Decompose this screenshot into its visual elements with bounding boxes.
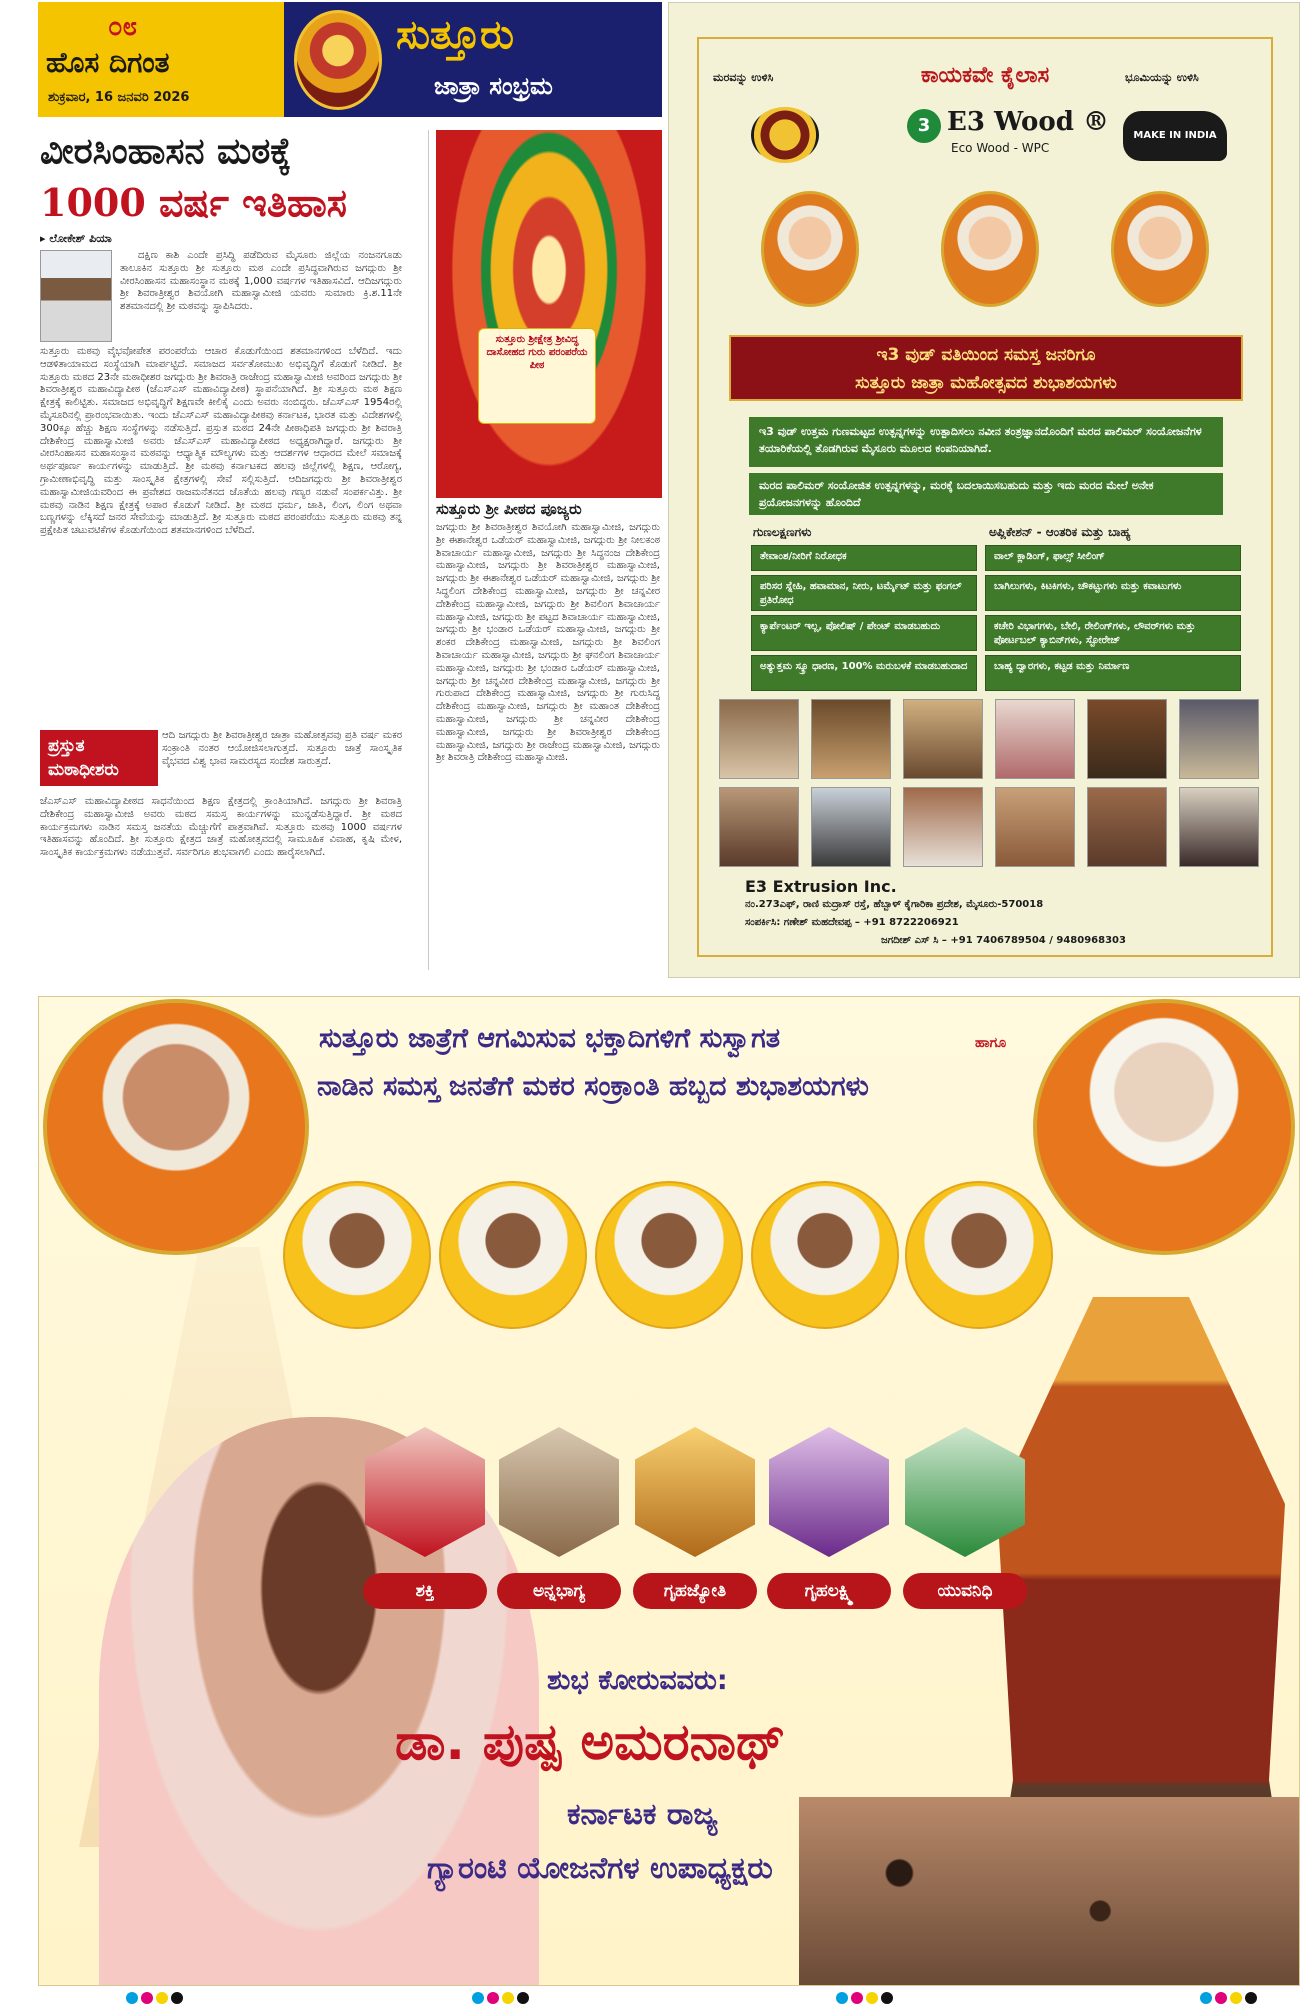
registration-mark <box>1200 1992 1260 2004</box>
column-divider <box>428 130 429 970</box>
scheme-label: ಗೃಹಜ್ಯೋತಿ <box>633 1573 757 1609</box>
product-photo <box>903 699 983 779</box>
product-photo <box>995 699 1075 779</box>
issue-date: ಶುಕ್ರವಾರ, 16 ಜನವರಿ 2026 <box>48 90 190 105</box>
deity-photo <box>436 130 662 498</box>
wishes-from-label: ಶುಭ ಕೋರುವವರು: <box>547 1665 728 1696</box>
festival-subtitle: ಜಾತ್ರಾ ಸಂಭ್ರಮ <box>434 72 553 100</box>
seer-portrait-2 <box>941 191 1039 307</box>
feature-item: ತೇವಾಂಶ/ನೀರಿಗೆ ನಿರೋಧಕ <box>751 545 977 571</box>
greeting-banner <box>729 335 1243 401</box>
company-intro: ಇ3 ವುಡ್ ಉತ್ತಮ ಗುಣಮಟ್ಟದ ಉತ್ಪನ್ನಗಳನ್ನು ಉತ್ಪಾದಿಸಲು ನವೀನ ತಂತ್ರಜ್ಞಾನದೊಂದಿಗೆ ಮರದ ಪಾಲಿಮರ್ ಸಂಯೋಜನೆಗಳ ತಯಾರಿಕೆಯಲ್ಲಿ ತೊಡಗಿರುವ ಮೈಸೂರು ಮೂಲದ ಕಂಪನಿಯಾಗಿದೆ. <box>749 417 1223 467</box>
seer-portrait-3 <box>1111 191 1209 307</box>
company-contact-1: ಸಂಪರ್ಕಿಸಿ: ಗಣೇಶ್ ಮಹದೇವಪ್ಪ – +91 8722206921 <box>745 917 959 928</box>
welcome-conjunction: ಹಾಗೂ <box>975 1035 1007 1051</box>
sponsor-designation: ಗ್ಯಾರಂಟಿ ಯೋಜನೆಗಳ ಉಪಾಧ್ಯಕ್ಷರು <box>427 1851 773 1886</box>
application-item: ಬಾಗಿಲುಗಳು, ಕಿಟಕಿಗಳು, ಚೌಕಟ್ಟುಗಳು ಮತ್ತು ಕವಾಟುಗಳು <box>985 575 1241 611</box>
deity-emblem <box>294 10 382 110</box>
seer-portrait-1 <box>761 191 859 307</box>
product-photo-grid <box>719 699 1259 867</box>
save-trees-slogan: ಮರವನ್ನು ಉಳಿಸಿ <box>713 71 774 84</box>
masthead-left <box>38 2 284 117</box>
registration-mark <box>126 1992 186 2004</box>
leader-portrait-4 <box>751 1181 899 1329</box>
product-photo <box>995 787 1075 867</box>
product-photo <box>1087 787 1167 867</box>
application-item: ಕಚೇರಿ ವಿಭಾಗಗಳು, ಬೇಲಿ, ರೇಲಿಂಗ್‌ಗಳು, ಲೌವರ್‌ಗಳು ಮತ್ತು ಪೋರ್ಟಬಲ್ ಕ್ಯಾಬಿನ್‌ಗಳು, ಸ್ಟೋರೇಜ್ <box>985 615 1241 651</box>
e3-wood-advertisement <box>668 2 1300 978</box>
save-earth-slogan: ಭೂಮಿಯನ್ನು ಉಳಿಸಿ <box>1125 71 1199 84</box>
current-pontiff-text: ಆದಿ ಜಗದ್ಗುರು ಶ್ರೀ ಶಿವರಾತ್ರೀಶ್ವರ ಜಾತ್ರಾ ಮಹೋತ್ಸವವು ಪ್ರತಿ ವರ್ಷ ಮಕರ ಸಂಕ್ರಾಂತಿ ನಂತರ ಆಯೋಜಿಸಲಾಗುತ್ತದೆ. ಸುತ್ತೂರು ಜಾತ್ರೆ ಸಾಂಸ್ಕೃತಿಕ ವೈಭವದ ವಿಶ್ವ ಭಾವ ಸಾಮರಸ್ಯದ ಸಂದೇಶ ಸಾರುತ್ತದೆ. <box>162 730 402 767</box>
features-heading: ಗುಣಲಕ್ಷಣಗಳು <box>753 525 812 539</box>
woman-scheme-icon <box>769 1427 889 1557</box>
headline-line-1: ವೀರಸಿಂಹಾಸನ ಮಠಕ್ಕೆ <box>40 130 292 172</box>
festival-banner <box>284 2 662 117</box>
company-contact-2: ಜಗದೀಶ್ ಎಸ್ ಸಿ – +91 7406789504 / 9480968303 <box>881 935 1126 946</box>
newspaper-name: ಹೊಸ ದಿಗಂತ <box>46 46 170 79</box>
registration-mark <box>472 1992 532 2004</box>
e3-logo-icon: 3 <box>907 109 941 143</box>
feature-item: ಕ್ಯಾರ್ಪೆಂಟರ್ ಇಲ್ಲ, ಪೋಲಿಷ್ / ಪೇಂಟ್ ಮಾಡಬಹುದು <box>751 615 977 651</box>
masthead <box>38 2 662 117</box>
brand-tagline: Eco Wood - WPC <box>951 141 1050 155</box>
reporter-photo <box>40 250 112 342</box>
seer-portrait-left <box>43 999 309 1255</box>
headline-line-2: 1000 ವರ್ಷ ಇತಿಹಾಸ <box>40 180 347 225</box>
leader-portrait-5 <box>905 1181 1053 1329</box>
current-pontiff-label: ಪ್ರಸ್ತುತ ಮಠಾಧೀಶರು <box>40 730 158 786</box>
applications-heading: ಅಪ್ಲಿಕೇಶನ್ - ಆಂತರಿಕ ಮತ್ತು ಬಾಹ್ಯ <box>989 525 1131 539</box>
newspaper-article <box>38 2 662 978</box>
lineage-text: ಜಗದ್ಗುರು ಶ್ರೀ ಶಿವರಾತ್ರೀಶ್ವರ ಶಿವಯೋಗಿ ಮಹಾಸ್ವಾಮೀಜಿ, ಜಗದ್ಗುರು ಶ್ರೀ ಈಶಾನೇಶ್ವರ ಒಡೆಯರ್ ಮಹಾಸ್ವಾಮೀಜಿ, ಜಗದ್ಗುರು ಶ್ರೀ ನೀಲಕಂಠ ಶಿವಾಚಾರ್ಯ ಮಹಾಸ್ವಾಮೀಜಿ, ಜಗದ್ಗುರು ಶ್ರೀ ಸಿದ್ಧನಂಜ ದೇಶಿಕೇಂದ್ರ ಮಹಾಸ್ವಾಮೀಜಿ, ಜಗದ್ಗುರು ಶ್ರೀ ಶಿವರಾತ್ರೀಶ್ವರ ಮಹಾಸ್ವಾಮೀಜಿ, ಜಗದ್ಗುರು ಶ್ರೀ ಈಶಾನೇಶ್ವರ ಒಡೆಯರ್ ಮಹಾಸ್ವಾಮೀಜಿ, ಜಗದ್ಗುರು ಶ್ರೀ ಸಿದ್ಧಲಿಂಗ ದೇಶಿಕೇಂದ್ರ ಮಹಾಸ್ವಾಮೀಜಿ, ಜಗದ್ಗುರು ಶ್ರೀ ಚನ್ನವೀರ ದೇಶಿಕೇಂದ್ರ ಮಹಾಸ್ವಾಮೀಜಿ, ಜಗದ್ಗುರು ಶ್ರೀ ಶಿವಲಿಂಗ ಶಿವಾಚಾರ್ಯ ಮಹಾಸ್ವಾಮೀಜಿ, ಜಗದ್ಗುರು ಶ್ರೀ ಪಟ್ಟದ ಶಿವಾಚಾರ್ಯ ಮಹಾಸ್ವಾಮೀಜಿ, ಜಗದ್ಗುರು ಶ್ರೀ ಭಂಡಾರ ಒಡೆಯರ್ ಮಹಾಸ್ವಾಮೀಜಿ, ಜಗದ್ಗುರು ಶ್ರೀ ಶಂಕರ ದೇಶಿಕೇಂದ್ರ ಮಹಾಸ್ವಾಮೀಜಿ, ಜಗದ್ಗುರು ಶ್ರೀ ಶಿವಲಿಂಗ ಶಿವಾಚಾರ್ಯ ಮಹಾಸ್ವಾಮೀಜಿ, ಜಗದ್ಗುರು ಶ್ರೀ ಘನಲಿಂಗ ಶಿವಾಚಾರ್ಯ ಮಹಾಸ್ವಾಮೀಜಿ, ಜಗದ್ಗುರು ಶ್ರೀ ಭಂಡಾರ ಒಡೆಯರ್ ಮಹಾಸ್ವಾಮೀಜಿ, ಜಗದ್ಗುರು ಶ್ರೀ ಚನ್ನವೀರ ದೇಶಿಕೇಂದ್ರ ಮಹಾಸ್ವಾಮೀಜಿ, ಜಗದ್ಗುರು ಶ್ರೀ ಗುರುಪಾದ ದೇಶಿಕೇಂದ್ರ ಮಹಾಸ್ವಾಮೀಜಿ, ಜಗದ್ಗುರು ಶ್ರೀ ಗುರುಸಿದ್ಧ ದೇಶಿಕೇಂದ್ರ ಮಹಾಸ್ವಾಮೀಜಿ, ಜಗದ್ಗುರು ಶ್ರೀ ಮಹಾಂತ ದೇಶಿಕೇಂದ್ರ ಮಹಾಸ್ವಾಮೀಜಿ, ಜಗದ್ಗುರು ಶ್ರೀ ಚನ್ನವೀರ ದೇಶಿಕೇಂದ್ರ ಮಹಾಸ್ವಾಮೀಜಿ, ಜಗದ್ಗುರು ಶ್ರೀ ಶಿವರಾತ್ರೀಶ್ವರ ದೇಶಿಕೇಂದ್ರ ಮಹಾಸ್ವಾಮೀಜಿ, ಜಗದ್ಗುರು ಶ್ರೀ ರಾಜೇಂದ್ರ ಮಹಾಸ್ವಾಮೀಜಿ, ಜಗದ್ಗುರು ಶ್ರೀ ಶಿವರಾತ್ರಿ ದೇಶಿಕೇಂದ್ರ ಮಹಾಸ್ವಾಮೀಜಿ. <box>436 522 660 764</box>
greeting-line-2: ಸುತ್ತೂರು ಜಾತ್ರಾ ಮಹೋತ್ಸವದ ಶುಭಾಶಯಗಳು <box>855 373 1117 393</box>
scheme-label: ಅನ್ನಭಾಗ್ಯ <box>497 1573 621 1609</box>
product-photo <box>1087 699 1167 779</box>
government-greeting-advertisement <box>38 996 1300 1986</box>
seer-portrait-right <box>1033 999 1295 1255</box>
seal-logo-icon <box>751 107 819 163</box>
product-photo <box>719 787 799 867</box>
leader-portrait-2 <box>439 1181 587 1329</box>
welcome-message: ಸುತ್ತೂರು ಜಾತ್ರೆಗೆ ಆಗಮಿಸುವ ಭಕ್ತಾದಿಗಳಿಗೆ ಸುಸ್ವಾಗತ <box>319 1023 781 1054</box>
leader-portrait-1 <box>283 1181 431 1329</box>
scheme-label: ಗೃಹಲಕ್ಷ್ಮಿ <box>767 1573 891 1609</box>
photo-caption: ಸುತ್ತೂರು ಶ್ರೀಕ್ಷೇತ್ರ ಶ್ರೀವಿದ್ಧ ದಾಸೋಹದ ಗುರು ಪರಂಪರೆಯ ಪೀಠ <box>478 328 596 424</box>
sponsor-name: ಡಾ. ಪುಷ್ಪ ಅಮರನಾಥ್ <box>395 1713 786 1772</box>
feature-item: ಅತ್ಯುತ್ತಮ ಸ್ಕ್ರೂ ಧಾರಣ, 100% ಮರುಬಳಕೆ ಮಾಡಬಹುದಾದ <box>751 655 977 691</box>
sankranti-greeting: ನಾಡಿನ ಸಮಸ್ತ ಜನತೆಗೆ ಮಕರ ಸಂಕ್ರಾಂತಿ ಹಬ್ಬದ ಶುಭಾಶಯಗಳು <box>317 1071 869 1102</box>
product-photo <box>811 699 891 779</box>
byline: ▸ ಲೋಕೇಶ್ ಪಿಯಾ <box>40 232 112 245</box>
current-pontiff-text-continued: ಜೆಎಸ್‌ಎಸ್ ಮಹಾವಿದ್ಯಾಪೀಠದ ಸಾಧನೆಯಿಂದ ಶಿಕ್ಷಣ ಕ್ಷೇತ್ರದಲ್ಲಿ ಕ್ರಾಂತಿಯಾಗಿದೆ. ಜಗದ್ಗುರು ಶ್ರೀ ಶಿವರಾತ್ರಿ ದೇಶಿಕೇಂದ್ರ ಮಹಾಸ್ವಾಮೀಜಿ ಅವರು ಮಠದ ಸಮಸ್ತ ಕಾರ್ಯಗಳನ್ನು ಮುನ್ನಡೆಸುತ್ತಿದ್ದಾರೆ. ಶ್ರೀ ಮಠದ ಕಾರ್ಯಕ್ರಮಗಳು ನಾಡಿನ ಸಮಸ್ತ ಜನತೆಯ ಮೆಚ್ಚುಗೆಗೆ ಪಾತ್ರವಾಗಿವೆ. ಸುತ್ತೂರು ಮಠವು 1000 ವರ್ಷಗಳ ಇತಿಹಾಸವನ್ನು ಹೊಂದಿದೆ. ಶ್ರೀ ಸುತ್ತೂರು ಕ್ಷೇತ್ರದ ಜಾತ್ರೆ ಮಹೋತ್ಸವದಲ್ಲಿ ಸಾಮೂಹಿಕ ವಿವಾಹ, ಕೃಷಿ ಮೇಳ, ಸಾಂಸ್ಕೃತಿಕ ಕಾರ್ಯಕ್ರಮಗಳು ನಡೆಯುತ್ತವೆ. ಸರ್ವರಿಗೂ ಶುಭವಾಗಲಿ ಎಂದು ಹಾರೈಸಲಾಗಿದೆ. <box>40 796 402 859</box>
lead-paragraph: ದಕ್ಷಿಣ ಕಾಶಿ ಎಂದೇ ಪ್ರಸಿದ್ಧಿ ಪಡೆದಿರುವ ಮೈಸೂರು ಜಿಲ್ಲೆಯ ನಂಜನಗೂಡು ತಾಲೂಕಿನ ಸುತ್ತೂರು ಶ್ರೀ ಸುತ್ತೂರು ಮಠ ಎಂದೇ ಪ್ರಸಿದ್ಧವಾಗಿರುವ ಜಗದ್ಗುರು ಶ್ರೀ ವೀರಸಿಂಹಾಸನ ಮಹಾಸಂಸ್ಥಾನ ಮಠಕ್ಕೆ 1,000 ವರ್ಷಗಳ ಇತಿಹಾಸವಿದೆ. ಆದಿಜಗದ್ಗುರು ಶ್ರೀ ಶಿವರಾತ್ರೀಶ್ವರ ಶಿವಯೋಗಿ ಮಹಾಸ್ವಾಮೀಜಿ ಯವರು ಸುಮಾರು ಕ್ರಿ.ಶ.11ನೇ ಶತಮಾನದಲ್ಲಿ ಶ್ರೀ ಮಠವನ್ನು ಸ್ಥಾಪಿಸಿದರು. <box>120 250 402 313</box>
product-photo <box>719 699 799 779</box>
application-item: ಬಾಹ್ಯ ದ್ವಾರಗಳು, ಕಟ್ಟಡ ಮತ್ತು ನಿರ್ಮಾಣ <box>985 655 1241 691</box>
leader-portrait-3 <box>595 1181 743 1329</box>
registration-mark <box>836 1992 896 2004</box>
lineage-heading: ಸುತ್ತೂರು ಶ್ರೀ ಪೀಠದ ಪೂಜ್ಯರು <box>436 500 582 518</box>
company-name: E3 Extrusion Inc. <box>745 877 897 896</box>
rice-scheme-icon <box>499 1427 619 1557</box>
application-item: ವಾಲ್ ಕ್ಲಾಡಿಂಗ್, ಫಾಲ್ಸ್ ಸೀಲಿಂಗ್ <box>985 545 1241 571</box>
page-number: ೦೮ <box>108 12 138 42</box>
company-benefits: ಮರದ ಪಾಲಿಮರ್ ಸಂಯೋಜಿತ ಉತ್ಪನ್ನಗಳನ್ನು, ಮರಕ್ಕೆ ಬದಲಾಯಿಸಬಹುದು ಮತ್ತು ಇದು ಮರದ ಮೇಲೆ ಅನೇಕ ಪ್ರಯೋಜನಗಳನ್ನು ಹೊಂದಿದೆ <box>749 473 1223 515</box>
scheme-label: ಯುವನಿಧಿ <box>903 1573 1027 1609</box>
article-body: ಸುತ್ತೂರು ಮಠವು ವೈಭವೋಪೇತ ಪರಂಪರೆಯ ಆಚಾರ ಕೊಡುಗೆಯಿಂದ ಶತಮಾನಗಳಿಂದ ಬೆಳೆದಿದೆ. ಇದು ಆಡಳಿತಾಯಾಮದ ಸಂಸ್ಥೆಯಾಗಿ ಮಾರ್ಪಟ್ಟಿದೆ. ಸಮಾಜದ ಸರ್ವತೋಮುಖ ಅಭಿವೃದ್ಧಿಗೆ ಕೊಡುಗೆ ನೀಡಿದೆ. ಶ್ರೀ ಸುತ್ತೂರು ಮಠದ 23ನೇ ಮಠಾಧೀಶರ ಜಗದ್ಗುರು ಶ್ರೀ ಶಿವರಾತ್ರಿ ರಾಜೇಂದ್ರ ಮಹಾಸ್ವಾಮೀಜಿ ಅವರಿಂದ ಜಗದ್ಗುರು ಶ್ರೀ ಶಿವರಾತ್ರೀಶ್ವರ ಮಹಾವಿದ್ಯಾಪೀಠ (ಜೆಎಸ್‌ಎಸ್ ಮಹಾವಿದ್ಯಾಪೀಠ) ಸ್ಥಾಪನೆಯಾಗಿದೆ. ಶ್ರೀ ಸುತ್ತೂರು ಮಠ ಶಿಕ್ಷಣ ಕ್ಷೇತ್ರಕ್ಕೆ ಕಾಲಿಟ್ಟಿತು. ಸಮಾಜದ ಅಭಿವೃದ್ಧಿಗೆ ಶಿಕ್ಷಣವೇ ಕೀಲಿಕೈ ಎಂದು ಅವರು ನಂಬಿದ್ದರು. ಜೆಎಸ್‌ಎಸ್ 1954ರಲ್ಲಿ ಮೈಸೂರಿನಲ್ಲಿ ಪ್ರಾರಂಭವಾಯಿತು. ಇಂದು ಜೆಎಸ್‌ಎಸ್ ಮಹಾವಿದ್ಯಾಪೀಠವು ಕರ್ನಾಟಕ, ಭಾರತ ಮತ್ತು ವಿದೇಶಗಳಲ್ಲಿ 300ಕ್ಕೂ ಹೆಚ್ಚು ಶಿಕ್ಷಣ ಸಂಸ್ಥೆಗಳನ್ನು ನಡೆಸುತ್ತಿದೆ. ಪ್ರಸ್ತುತ ಮಠದ 24ನೇ ಪೀಠಾಧಿಪತಿ ಜಗದ್ಗುರು ಶ್ರೀ ಶಿವರಾತ್ರಿ ದೇಶಿಕೇಂದ್ರ ಮಹಾಸ್ವಾಮೀಜಿ ಅವರು ಜೆಎಸ್‌ಎಸ್ ಮಹಾವಿದ್ಯಾಪೀಠದ ಅಧ್ಯಕ್ಷರಾಗಿದ್ದಾರೆ. ಜಗದ್ಗುರು ಶ್ರೀ ವೀರಸಿಂಹಾಸನ ಮಹಾಸಂಸ್ಥಾನ ಮಠವನ್ನು ಆಧ್ಯಾತ್ಮಿಕ ಮೌಲ್ಯಗಳು ಮತ್ತು ಆದರ್ಶಗಳ ಆಧಾರದ ಮೇಲೆ ಸಮಾಜಕ್ಕೆ ಅರ್ಥಪೂರ್ಣ ಕಾರ್ಯಗಳನ್ನು ಮಾಡುತ್ತಿದೆ. ಶ್ರೀ ಮಠವು ಕರ್ನಾಟಕದ ಹಲವು ಜಿಲ್ಲೆಗಳಲ್ಲಿ ಶಿಕ್ಷಣ, ಆರೋಗ್ಯ, ಗ್ರಾಮೀಣಾಭಿವೃದ್ಧಿ ಮತ್ತು ಸಾಂಸ್ಕೃತಿಕ ಕ್ಷೇತ್ರಗಳಲ್ಲಿ ಸೇವೆ ಸಲ್ಲಿಸುತ್ತಿದೆ. ಆದಿಜಗದ್ಗುರು ಶ್ರೀ ಶಿವರಾತ್ರೀಶ್ವರ ಮಹಾಸ್ವಾಮೀಜಿಯವರಿಂದ ಈ ಪ್ರವೇಶದ ರಾಜಮನೆತನದ ಜೊತೆಯ ಹಲವು ಗಣ್ಯರ ನಡುವೆ ಸಂಪರ್ಕವಿತ್ತು. ಶ್ರೀ ಮಠವು ನಾಡಿನ ಶಿಕ್ಷಣ ಕ್ಷೇತ್ರಕ್ಕೆ ಅಪಾರ ಕೊಡುಗೆ ನೀಡಿದೆ. ಶ್ರೀ ಮಠದ ಧರ್ಮ, ಜಾತಿ, ಲಿಂಗ, ಲಿಂಗ ಅಥವಾ ಬಣ್ಣಗಳನ್ನು ಲೆಕ್ಕಿಸದೆ ಜನರ ಸೇವೆಯನ್ನು ಮಾಡುತ್ತಿದೆ. ಶ್ರೀ ಸುತ್ತೂರು ಮಠದ ಪರಂಪರೆಯು ಸುತ್ತೂರು ಮಠವು ತನ್ನ ಪ್ರಕ್ಷೇಪಿತ ಚಟುವಟಿಕೆಗಳ ಕೊಡುಗೆಯಿಂದ ಶತಮಾನಗಳಿಂದ ಬೆಳೆದಿದೆ. <box>40 346 402 537</box>
greeting-line-1: ಇ3 ವುಡ್ ವತಿಯಿಂದ ಸಮಸ್ತ ಜನರಿಗೂ <box>876 345 1096 365</box>
scheme-label: ಶಕ್ತಿ <box>363 1573 487 1609</box>
product-photo <box>903 787 983 867</box>
bulb-scheme-icon <box>635 1427 755 1557</box>
crowd-image <box>799 1797 1300 1986</box>
ad-motto: ಕಾಯಕವೇ ಕೈಲಾಸ <box>920 63 1050 88</box>
make-in-india-logo: MAKE IN INDIA <box>1123 111 1227 161</box>
festival-title: ಸುತ್ತೂರು <box>396 12 514 58</box>
brand-name: E3 Wood ® <box>947 107 1109 137</box>
sponsor-state: ಕರ್ನಾಟಕ ರಾಜ್ಯ <box>567 1797 718 1832</box>
feature-item: ಪರಿಸರ ಸ್ನೇಹಿ, ಹವಾಮಾನ, ನೀರು, ಟರ್ಮೈಟ್ ಮತ್ತು ಫಂಗಲ್ ಪ್ರತಿರೋಧ <box>751 575 977 611</box>
product-photo <box>1179 787 1259 867</box>
product-photo <box>1179 699 1259 779</box>
company-address: ನಂ.273ಎಫ್, ರಾಣಿ ಮದ್ರಾಸ್ ರಸ್ತೆ, ಹೆಬ್ಬಾಳ್ ಕೈಗಾರಿಕಾ ಪ್ರದೇಶ, ಮೈಸೂರು-570018 <box>745 899 1044 910</box>
product-photo <box>811 787 891 867</box>
